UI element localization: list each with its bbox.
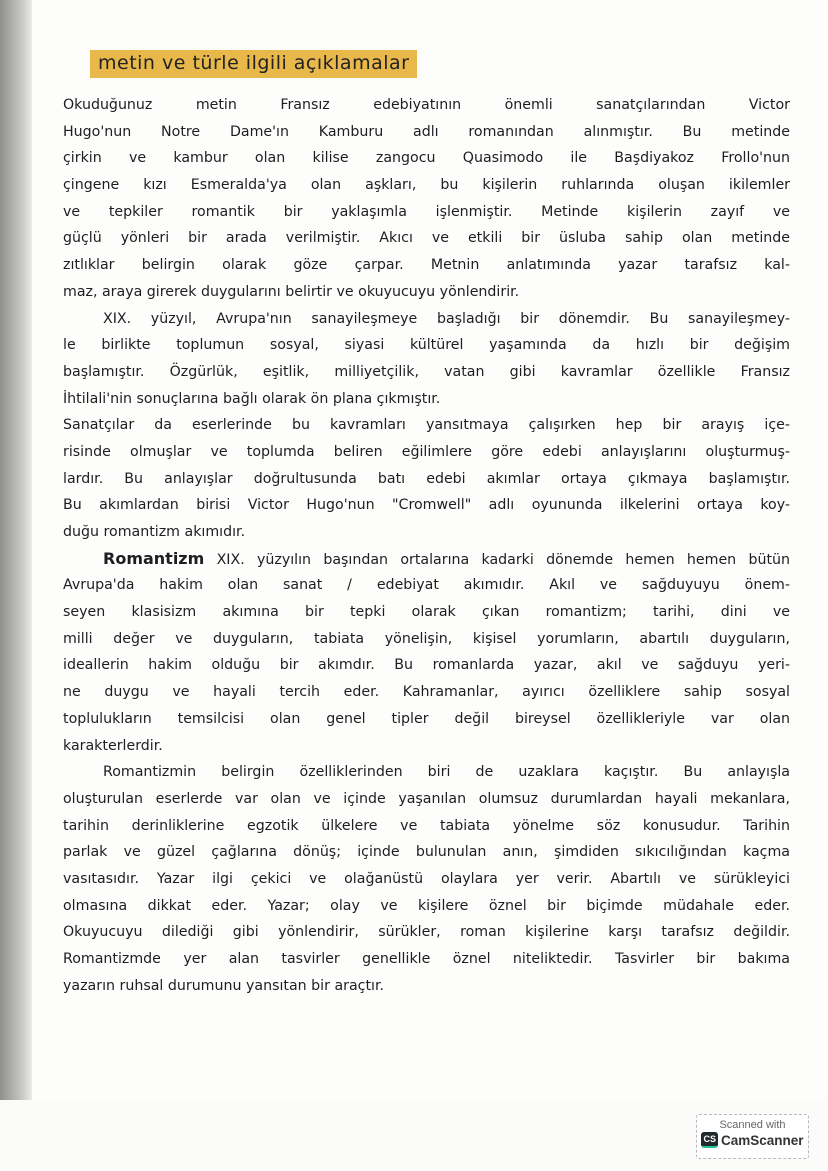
document-body	[63, 92, 790, 999]
scanned-with-label: Scanned with	[719, 1119, 786, 1131]
document-title: metin ve türle ilgili açıklamalar	[90, 50, 417, 78]
text-line: ideallerin hakim olduğu bir akımdır. Bu romanlarda yazar, akıl ve sağduyu yeri-	[63, 657, 790, 674]
camscanner-watermark	[696, 1114, 809, 1159]
text-line: yazarın ruhsal durumunu yansıtan bir araçtır.	[63, 977, 385, 994]
text-line: maz, araya girerek duygularını belirtir ve okuyucuyu yönlendirir.	[63, 283, 520, 300]
text-line: ve tepkiler romantik bir yaklaşımla işlenmiştir. Metinde kişilerin zayıf ve	[63, 203, 790, 220]
text-line: olmasına dikkat eder. Yazar; olay ve kişilere öznel bir biçimde müdahale eder.	[63, 897, 790, 914]
text-line: Avrupa'da hakim olan sanat / edebiyat akımıdır. Akıl ve sağduyuyu önem-	[63, 577, 790, 594]
text-line: çirkin ve kambur olan kilise zangocu Quasimodo ile Başdiyakoz Frollo'nun	[63, 150, 790, 167]
text-line: vasıtasıdır. Yazar ilgi çekici ve olağanüstü olaylara yer verir. Abartılı ve sürükleyici	[63, 870, 790, 887]
text-line: Sanatçılar da eserlerinde bu kavramları yansıtmaya çalışırken hep bir arayış içe-	[63, 417, 790, 434]
text-line: risinde olmuşlar ve toplumda beliren eğilimlere göre edebi anlayışlarını oluşturmuş-	[63, 443, 790, 460]
text-line: Romantizmde yer alan tasvirler genellikle öznel niteliktedir. Tasvirler bir bakıma	[63, 951, 790, 967]
text-line: zıtlıklar belirgin olarak göze çarpar. Metnin anlatımında yazar tarafsız kal-	[63, 257, 790, 274]
text-line: tarihin derinliklerine egzotik ülkelere ve tabiata yönelme söz konusudur. Tarihin	[63, 817, 790, 834]
text-line: XIX. yüzyıl, Avrupa'nın sanayileşmeye başladığı bir dönemdir. Bu sanayileşmey-	[103, 310, 790, 327]
text-line: milli değer ve duyguların, tabiata yönelişin, kişisel yorumların, abartılı duyguların,	[63, 630, 790, 647]
text-line: başlamıştır. Özgürlük, eşitlik, milliyetçilik, vatan gibi kavramlar özellikle Fransız	[63, 363, 790, 380]
camscanner-brand	[697, 1132, 808, 1148]
text-line: Hugo'nun Notre Dame'ın Kamburu adlı romanından alınmıştır. Bu metinde	[63, 123, 790, 140]
scan-edge-shadow	[0, 0, 32, 1100]
text-line: seyen klasisizm akımına bir tepki olarak çıkan romantizm; tarihi, dini ve	[63, 604, 790, 621]
camscanner-logo-icon: CS	[701, 1132, 718, 1148]
text-line: karakterlerdir.	[63, 737, 163, 754]
text-line: güçlü yönleri bir arada verilmiştir. Akıcı ve etkili bir üsluba sahip olan metinde	[63, 230, 790, 247]
line-text: XIX. yüzyılın başından ortalarına kadarki dönemde hemen hemen bütün	[204, 551, 790, 568]
text-line	[63, 546, 790, 573]
text-line: Okuyucuyu dilediği gibi yönlendirir, sürükler, roman kişilerine karşı tarafsız değildir.	[63, 924, 790, 941]
text-line: duğu romantizm akımıdır.	[63, 524, 246, 540]
text-line: çingene kızı Esmeralda'ya olan aşkları, bu kişilerin ruhlarında oluşan ikilemler	[63, 177, 790, 194]
text-line: toplulukların temsilcisi olan genel tipler değil bireysel özellikleriyle var olan	[63, 710, 790, 727]
text-line: Okuduğunuz metin Fransız edebiyatının önemli sanatçılarından Victor	[63, 97, 790, 113]
text-line: lardır. Bu anlayışlar doğrultusunda batı edebi akımlar ortaya çıkmaya başlamıştır.	[63, 470, 790, 487]
text-line: Romantizmin belirgin özelliklerinden biri de uzaklara kaçıştır. Bu anlayışla	[103, 764, 790, 781]
text-line: le birlikte toplumun sosyal, siyasi kültürel yaşamında da hızlı bir değişim	[63, 337, 790, 354]
lead-word: Romantizm	[103, 548, 205, 568]
text-line: Bu akımlardan birisi Victor Hugo'nun "Cromwell" adlı oyununda ilkelerini ortaya koy-	[63, 497, 790, 514]
text-line: parlak ve güzel çağlarına dönüş; içinde bulunulan anın, şimdiden sıkıcılığından kaçma	[63, 844, 790, 861]
camscanner-name: CamScanner	[720, 1132, 804, 1148]
text-line: oluşturulan eserlerde var olan ve içinde yaşanılan olumsuz durumlardan hayali mekanlara,	[63, 790, 790, 807]
text-line: ne duygu ve hayali tercih eder. Kahramanlar, ayırıcı özelliklere sahip sosyal	[63, 684, 790, 701]
text-line: İhtilali'nin sonuçlarına bağlı olarak ön plana çıkmıştır.	[63, 390, 441, 407]
